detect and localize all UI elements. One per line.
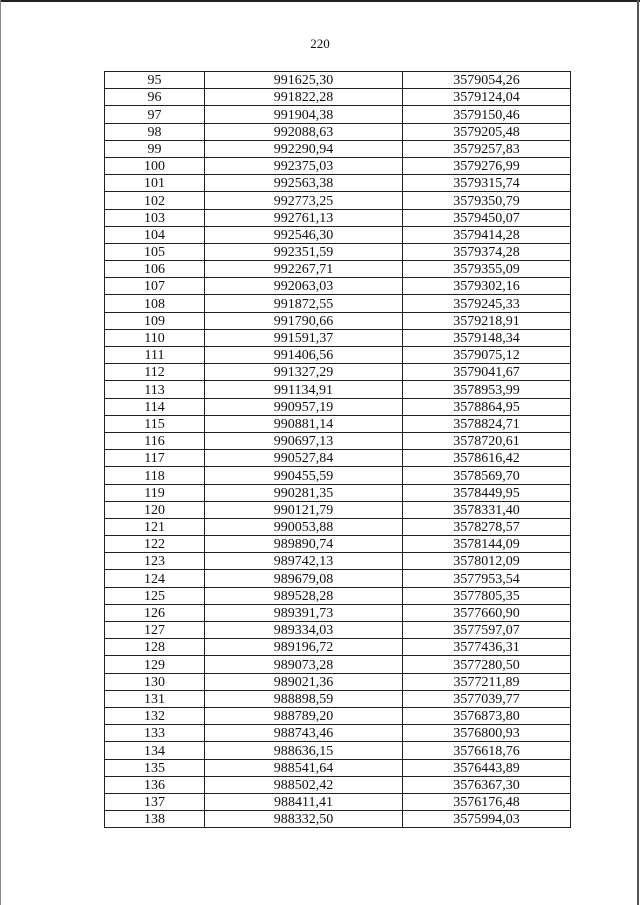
table-row [105, 72, 571, 89]
y-coordinate-cell: 3579374,28 [403, 243, 571, 260]
point-number-cell: 130 [105, 673, 205, 690]
table-row [105, 106, 571, 123]
x-coordinate-cell: 988541,64 [205, 759, 403, 776]
table-row [105, 123, 571, 140]
y-coordinate-cell: 3578331,40 [403, 501, 571, 518]
table-row [105, 587, 571, 604]
point-number-cell: 106 [105, 261, 205, 278]
point-number-cell: 117 [105, 450, 205, 467]
y-coordinate-cell: 3578012,09 [403, 553, 571, 570]
y-coordinate-cell: 3576367,30 [403, 776, 571, 793]
x-coordinate-cell: 992290,94 [205, 140, 403, 157]
point-number-cell: 98 [105, 123, 205, 140]
y-coordinate-cell: 3579041,67 [403, 364, 571, 381]
x-coordinate-cell: 989528,28 [205, 587, 403, 604]
x-coordinate-cell: 991822,28 [205, 89, 403, 106]
table-row [105, 604, 571, 621]
point-number-cell: 123 [105, 553, 205, 570]
y-coordinate-cell: 3577211,89 [403, 673, 571, 690]
x-coordinate-cell: 989334,03 [205, 622, 403, 639]
point-number-cell: 112 [105, 364, 205, 381]
table-row [105, 690, 571, 707]
point-number-cell: 126 [105, 604, 205, 621]
x-coordinate-cell: 991904,38 [205, 106, 403, 123]
point-number-cell: 100 [105, 157, 205, 174]
table-row [105, 347, 571, 364]
x-coordinate-cell: 990281,35 [205, 484, 403, 501]
y-coordinate-cell: 3575994,03 [403, 811, 571, 828]
table-row [105, 140, 571, 157]
y-coordinate-cell: 3576800,93 [403, 725, 571, 742]
x-coordinate-cell: 990527,84 [205, 450, 403, 467]
point-number-cell: 121 [105, 518, 205, 535]
point-number-cell: 114 [105, 398, 205, 415]
table-row [105, 226, 571, 243]
point-number-cell: 116 [105, 432, 205, 449]
x-coordinate-cell: 989742,13 [205, 553, 403, 570]
x-coordinate-cell: 992761,13 [205, 209, 403, 226]
point-number-cell: 110 [105, 329, 205, 346]
x-coordinate-cell: 990881,14 [205, 415, 403, 432]
y-coordinate-cell: 3577953,54 [403, 570, 571, 587]
x-coordinate-cell: 988743,46 [205, 725, 403, 742]
table-row [105, 329, 571, 346]
y-coordinate-cell: 3579150,46 [403, 106, 571, 123]
point-number-cell: 124 [105, 570, 205, 587]
y-coordinate-cell: 3578449,95 [403, 484, 571, 501]
table-row [105, 518, 571, 535]
y-coordinate-cell: 3579124,04 [403, 89, 571, 106]
table-row [105, 295, 571, 312]
x-coordinate-cell: 991134,91 [205, 381, 403, 398]
point-number-cell: 120 [105, 501, 205, 518]
point-number-cell: 135 [105, 759, 205, 776]
coordinates-table [104, 71, 571, 828]
x-coordinate-cell: 992267,71 [205, 261, 403, 278]
x-coordinate-cell: 989021,36 [205, 673, 403, 690]
y-coordinate-cell: 3579257,83 [403, 140, 571, 157]
y-coordinate-cell: 3578144,09 [403, 536, 571, 553]
scan-frame-right [637, 0, 639, 905]
coordinates-table-body [105, 72, 571, 828]
y-coordinate-cell: 3578720,61 [403, 432, 571, 449]
point-number-cell: 137 [105, 793, 205, 810]
point-number-cell: 133 [105, 725, 205, 742]
table-row [105, 776, 571, 793]
table-row [105, 364, 571, 381]
point-number-cell: 136 [105, 776, 205, 793]
y-coordinate-cell: 3576443,89 [403, 759, 571, 776]
y-coordinate-cell: 3579414,28 [403, 226, 571, 243]
point-number-cell: 103 [105, 209, 205, 226]
table-row [105, 639, 571, 656]
y-coordinate-cell: 3578278,57 [403, 518, 571, 535]
x-coordinate-cell: 992063,03 [205, 278, 403, 295]
table-row [105, 175, 571, 192]
point-number-cell: 127 [105, 622, 205, 639]
point-number-cell: 125 [105, 587, 205, 604]
x-coordinate-cell: 988898,59 [205, 690, 403, 707]
point-number-cell: 107 [105, 278, 205, 295]
point-number-cell: 101 [105, 175, 205, 192]
point-number-cell: 115 [105, 415, 205, 432]
point-number-cell: 118 [105, 467, 205, 484]
point-number-cell: 122 [105, 536, 205, 553]
point-number-cell: 131 [105, 690, 205, 707]
table-row [105, 192, 571, 209]
table-row [105, 484, 571, 501]
point-number-cell: 105 [105, 243, 205, 260]
y-coordinate-cell: 3576873,80 [403, 707, 571, 724]
x-coordinate-cell: 991872,55 [205, 295, 403, 312]
point-number-cell: 95 [105, 72, 205, 89]
y-coordinate-cell: 3579245,33 [403, 295, 571, 312]
point-number-cell: 96 [105, 89, 205, 106]
y-coordinate-cell: 3577597,07 [403, 622, 571, 639]
table-row [105, 673, 571, 690]
y-coordinate-cell: 3576176,48 [403, 793, 571, 810]
x-coordinate-cell: 992773,25 [205, 192, 403, 209]
table-row [105, 398, 571, 415]
scan-frame-top [0, 0, 640, 2]
table-row [105, 811, 571, 828]
point-number-cell: 128 [105, 639, 205, 656]
table-row [105, 570, 571, 587]
table-row [105, 450, 571, 467]
x-coordinate-cell: 989679,08 [205, 570, 403, 587]
x-coordinate-cell: 991591,37 [205, 329, 403, 346]
point-number-cell: 104 [105, 226, 205, 243]
point-number-cell: 132 [105, 707, 205, 724]
table-row [105, 312, 571, 329]
x-coordinate-cell: 990455,59 [205, 467, 403, 484]
table-row [105, 243, 571, 260]
table-row [105, 157, 571, 174]
y-coordinate-cell: 3578616,42 [403, 450, 571, 467]
y-coordinate-cell: 3579054,26 [403, 72, 571, 89]
table-row [105, 467, 571, 484]
y-coordinate-cell: 3579218,91 [403, 312, 571, 329]
x-coordinate-cell: 992563,38 [205, 175, 403, 192]
x-coordinate-cell: 990121,79 [205, 501, 403, 518]
x-coordinate-cell: 990957,19 [205, 398, 403, 415]
x-coordinate-cell: 988502,42 [205, 776, 403, 793]
y-coordinate-cell: 3577280,50 [403, 656, 571, 673]
table-row [105, 622, 571, 639]
y-coordinate-cell: 3579075,12 [403, 347, 571, 364]
point-number-cell: 111 [105, 347, 205, 364]
table-row [105, 209, 571, 226]
y-coordinate-cell: 3579302,16 [403, 278, 571, 295]
x-coordinate-cell: 988636,15 [205, 742, 403, 759]
point-number-cell: 138 [105, 811, 205, 828]
table-row [105, 278, 571, 295]
x-coordinate-cell: 992351,59 [205, 243, 403, 260]
point-number-cell: 119 [105, 484, 205, 501]
table-row [105, 415, 571, 432]
table-row [105, 536, 571, 553]
x-coordinate-cell: 991327,29 [205, 364, 403, 381]
y-coordinate-cell: 3579276,99 [403, 157, 571, 174]
table-row [105, 793, 571, 810]
y-coordinate-cell: 3578864,95 [403, 398, 571, 415]
table-row [105, 432, 571, 449]
table-row [105, 707, 571, 724]
y-coordinate-cell: 3579355,09 [403, 261, 571, 278]
table-row [105, 381, 571, 398]
table-row [105, 656, 571, 673]
x-coordinate-cell: 991625,30 [205, 72, 403, 89]
y-coordinate-cell: 3577660,90 [403, 604, 571, 621]
x-coordinate-cell: 991406,56 [205, 347, 403, 364]
table-row [105, 759, 571, 776]
x-coordinate-cell: 988332,50 [205, 811, 403, 828]
x-coordinate-cell: 989391,73 [205, 604, 403, 621]
table-row [105, 553, 571, 570]
y-coordinate-cell: 3577039,77 [403, 690, 571, 707]
x-coordinate-cell: 990053,88 [205, 518, 403, 535]
point-number-cell: 102 [105, 192, 205, 209]
x-coordinate-cell: 991790,66 [205, 312, 403, 329]
x-coordinate-cell: 988789,20 [205, 707, 403, 724]
x-coordinate-cell: 990697,13 [205, 432, 403, 449]
x-coordinate-cell: 989196,72 [205, 639, 403, 656]
page-number: 220 [310, 36, 330, 51]
x-coordinate-cell: 989073,28 [205, 656, 403, 673]
point-number-cell: 109 [105, 312, 205, 329]
y-coordinate-cell: 3578953,99 [403, 381, 571, 398]
point-number-cell: 108 [105, 295, 205, 312]
table-row [105, 725, 571, 742]
y-coordinate-cell: 3579205,48 [403, 123, 571, 140]
x-coordinate-cell: 992375,03 [205, 157, 403, 174]
point-number-cell: 113 [105, 381, 205, 398]
scan-frame-left [0, 0, 1, 905]
y-coordinate-cell: 3577436,31 [403, 639, 571, 656]
y-coordinate-cell: 3577805,35 [403, 587, 571, 604]
point-number-cell: 134 [105, 742, 205, 759]
point-number-cell: 129 [105, 656, 205, 673]
y-coordinate-cell: 3576618,76 [403, 742, 571, 759]
x-coordinate-cell: 992088,63 [205, 123, 403, 140]
y-coordinate-cell: 3579350,79 [403, 192, 571, 209]
x-coordinate-cell: 988411,41 [205, 793, 403, 810]
y-coordinate-cell: 3579148,34 [403, 329, 571, 346]
point-number-cell: 97 [105, 106, 205, 123]
table-row [105, 501, 571, 518]
y-coordinate-cell: 3579450,07 [403, 209, 571, 226]
x-coordinate-cell: 989890,74 [205, 536, 403, 553]
x-coordinate-cell: 992546,30 [205, 226, 403, 243]
table-row [105, 89, 571, 106]
y-coordinate-cell: 3578824,71 [403, 415, 571, 432]
point-number-cell: 99 [105, 140, 205, 157]
y-coordinate-cell: 3579315,74 [403, 175, 571, 192]
y-coordinate-cell: 3578569,70 [403, 467, 571, 484]
table-row [105, 261, 571, 278]
table-row [105, 742, 571, 759]
